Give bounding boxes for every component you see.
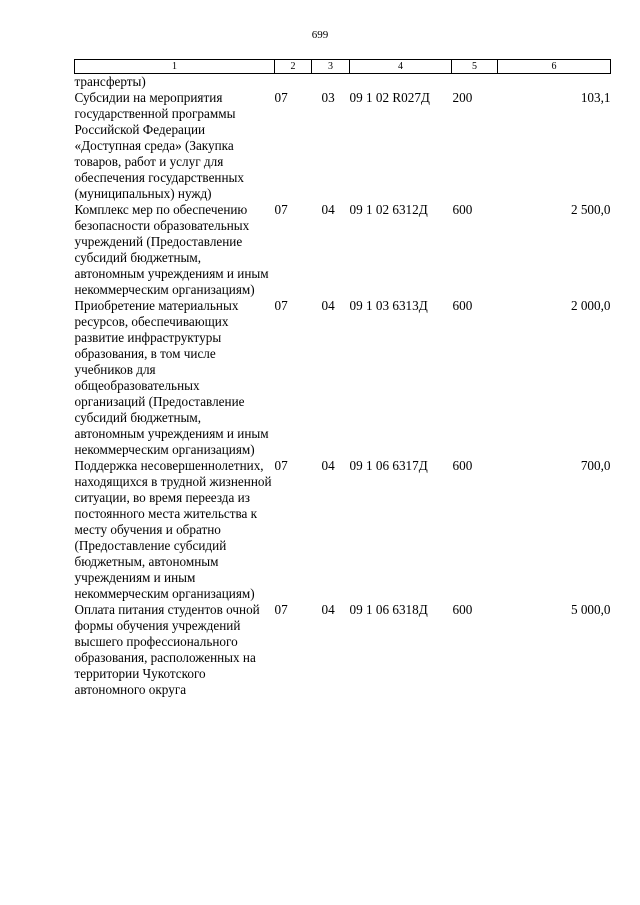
- row-name: Приобретение материальных ресурсов, обеспечивающих развитие инфраструктуры образования, в том числе учебников для общеобразовательных организаций (Предоставление субсидий бюджетным, автономным учреждениям и иным некоммерческим организациям): [74, 298, 269, 457]
- row-type: 600: [452, 202, 473, 217]
- table-row-continuation: [75, 74, 611, 91]
- row-section: 07: [274, 298, 288, 313]
- row-name: Поддержка несовершеннолетних, находящихся в трудной жизненной ситуации, во время переезда из постоянного места жительства к месту обучения и обратно (Предоставление субсидий бюджетным, автономным учреждениям и иным некоммерческим организациям): [74, 458, 272, 601]
- row-amount: 2 000,0: [570, 298, 611, 313]
- row-type: 600: [452, 458, 473, 473]
- row-type: 200: [452, 90, 473, 105]
- row-target: 09 1 06 6318Д: [349, 602, 428, 617]
- column-header: 5: [452, 60, 498, 74]
- row-name-continuation: трансферты): [74, 74, 146, 89]
- row-amount: 5 000,0: [570, 602, 611, 617]
- table-row: [75, 298, 611, 458]
- row-section: 07: [274, 458, 288, 473]
- row-section: 07: [274, 602, 288, 617]
- column-header: 2: [275, 60, 312, 74]
- column-header: 6: [498, 60, 611, 74]
- row-subsection: 04: [321, 298, 335, 313]
- row-type: 600: [452, 298, 473, 313]
- row-target: 09 1 02 6312Д: [349, 202, 428, 217]
- row-subsection: 04: [321, 202, 335, 217]
- row-target: 09 1 03 6313Д: [349, 298, 428, 313]
- row-subsection: 03: [321, 90, 335, 105]
- row-subsection: 04: [321, 602, 335, 617]
- row-amount: 103,1: [580, 90, 611, 105]
- table-row: [75, 90, 611, 202]
- row-type: 600: [452, 602, 473, 617]
- row-section: 07: [274, 202, 288, 217]
- row-name: Комплекс мер по обеспечению безопасности образовательных учреждений (Предоставление субсидий бюджетным, автономным учреждениям и иным некоммерческим организациям): [74, 202, 269, 297]
- row-section: 07: [274, 90, 288, 105]
- budget-table: [74, 59, 611, 698]
- table-row: [75, 602, 611, 698]
- column-header: 4: [350, 60, 452, 74]
- row-target: 09 1 02 R027Д: [349, 90, 430, 105]
- column-header: 1: [75, 60, 275, 74]
- row-name: Оплата питания студентов очной формы обучения учреждений высшего профессионального образования, расположенных на территории Чукотского автономного округа: [74, 602, 260, 697]
- row-amount: 700,0: [580, 458, 611, 473]
- row-name: Субсидии на мероприятия государственной программы Российской Федерации «Доступная среда» (Закупка товаров, работ и услуг для обеспечения государственных (муниципальных) нужд): [74, 90, 244, 201]
- row-amount: 2 500,0: [570, 202, 611, 217]
- column-header: 3: [312, 60, 350, 74]
- table-header-row: [75, 60, 611, 74]
- page-number: 699: [311, 29, 329, 41]
- row-subsection: 04: [321, 458, 335, 473]
- table-row: [75, 202, 611, 298]
- row-target: 09 1 06 6317Д: [349, 458, 428, 473]
- table-row: [75, 458, 611, 602]
